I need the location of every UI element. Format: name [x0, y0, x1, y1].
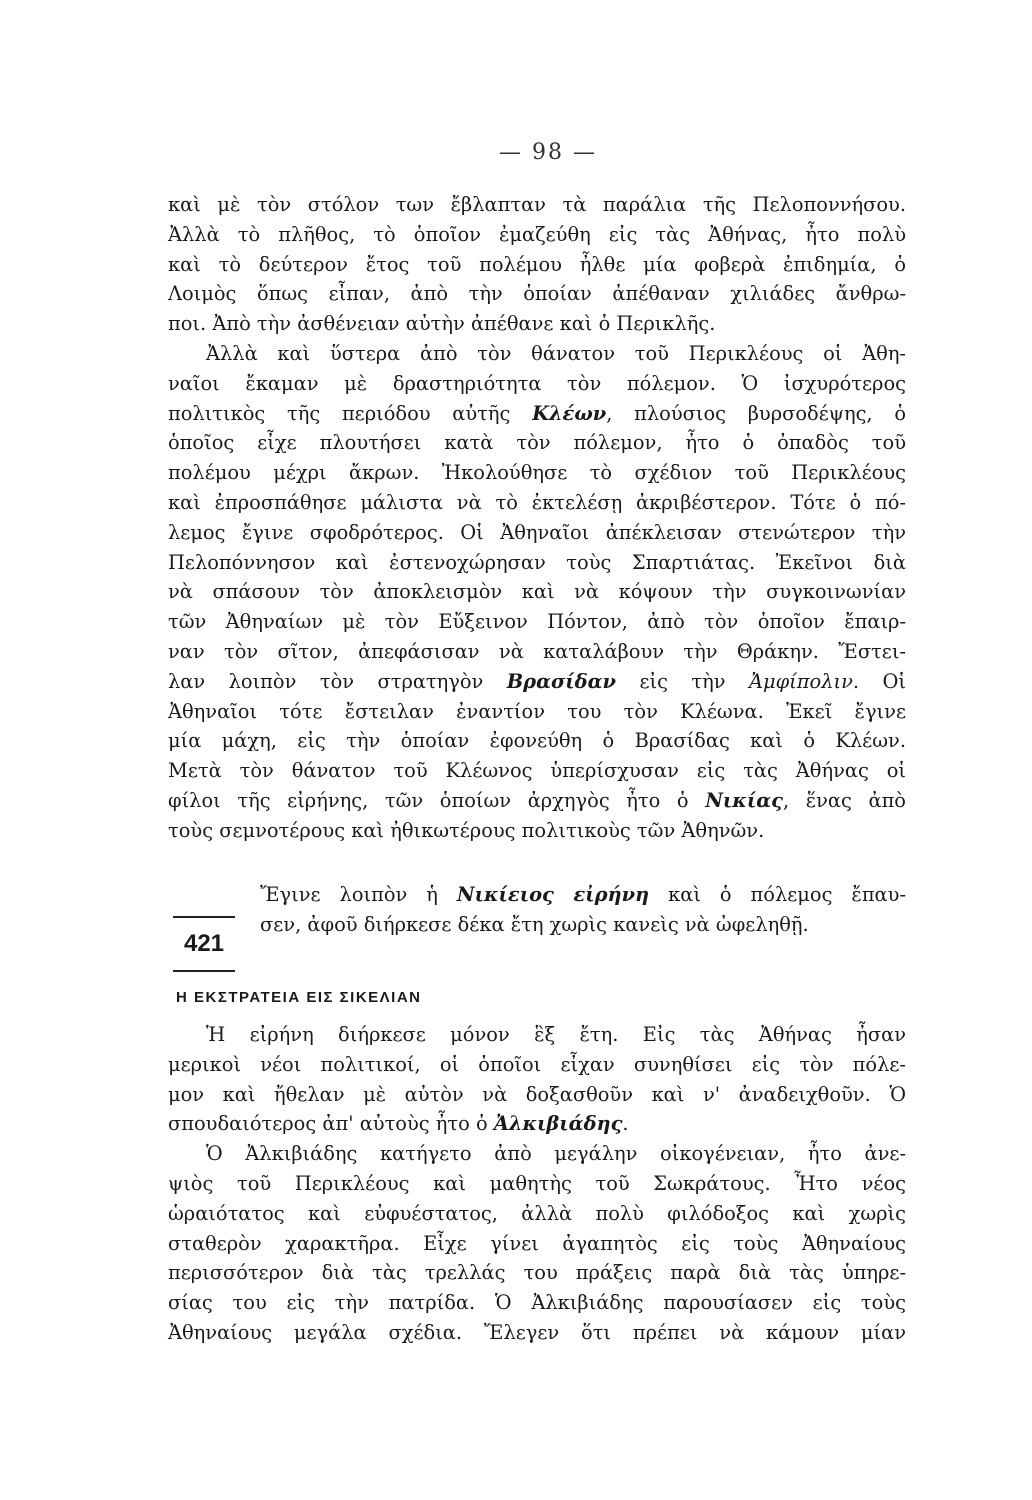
text-segment: Ἔγινε λοιπὸν ἡ	[260, 883, 438, 906]
text-line: σταθερὸν χαρακτῆρα. Εἶχε γίνει ἀγαπητὸς εἰς τοὺς Ἀθηναίους	[168, 1231, 906, 1255]
text-line: νὰ σπάσουν τὸν ἀποκλεισμὸν καὶ νὰ κόψουν τὴν συγκοινωνίαν	[168, 580, 906, 604]
text-segment: πολιτικὸς τῆς περιόδου αὐτῆς	[168, 401, 511, 425]
marginal-year-box: 421	[173, 916, 235, 972]
text-segment: εἰς τὴν	[639, 669, 726, 693]
text-line	[168, 1109, 906, 1139]
text-segment: .	[622, 1112, 629, 1136]
text-line: Μετὰ τὸν θάνατον τοῦ Κλέωνος ὑπερίσχυσαν εἰς τὰς Ἀθήνας οἱ	[168, 759, 906, 783]
text-line: Ἀλλὰ καὶ ὕστερα ἀπὸ τὸν θάνατον τοῦ Περικλέους οἱ Ἀθη-	[206, 341, 906, 365]
text-line: ναν τὸν σῖτον, ἀπεφάσισαν νὰ καταλάβουν τὴν Θράκην. Ἔστει-	[168, 639, 906, 663]
emphasis-kleon: Κλέων	[532, 401, 607, 425]
page-number: — 98 —	[499, 140, 597, 165]
text-segment: . Οἱ	[852, 669, 906, 693]
text-block-alcibiades	[168, 1020, 906, 1348]
text-line: πολέμου μέχρι ἄκρων. Ἠκολούθησε τὸ σχέδιον τοῦ Περικλέους	[168, 461, 906, 485]
text-line: ναῖοι ἔκαμαν μὲ δραστηριότητα τὸν πόλεμον. Ὁ ἰσχυρότερος	[168, 371, 906, 395]
text-line: καὶ τὸ δεύτερον ἔτος τοῦ πολέμου ἦλθε μία φοβερὰ ἐπιδημία, ὁ	[168, 252, 906, 276]
text-line	[168, 399, 906, 429]
text-line: Ἀθηναῖοι τότε ἔστειλαν ἐναντίον του τὸν Κλέωνα. Ἐκεῖ ἔγινε	[168, 699, 906, 723]
text-line: Πελοπόννησον καὶ ἐστενοχώρησαν τοὺς Σπαρτιάτας. Ἐκεῖνοι διὰ	[168, 550, 906, 574]
text-line: Ἀλλὰ τὸ πλῆθος, τὸ ὁποῖον ἐμαζεύθη εἰς τὰς Ἀθήνας, ἦτο πολὺ	[168, 222, 906, 246]
text-line: Ἀθηναίους μεγάλα σχέδια. Ἔλεγεν ὅτι πρέπει νὰ κάμουν μίαν	[168, 1320, 906, 1344]
emphasis-nikias: Νικίας	[705, 788, 783, 812]
text-line: ψιὸς τοῦ Περικλέους καὶ μαθητὴς τοῦ Σωκράτους. Ἦτο νέος	[168, 1171, 906, 1195]
text-line: ὁποῖος εἶχε πλουτήσει κατὰ τὸν πόλεμον, ἦτο ὁ ὀπαδὸς τοῦ	[168, 431, 906, 455]
text-line: καὶ μὲ τὸν στόλον των ἔβλαπταν τὰ παράλια τῆς Πελοποννήσου.	[168, 193, 906, 216]
text-line: τῶν Ἀθηναίων μὲ τὸν Εὔξεινον Πόντον, ἀπὸ τὸν ὁποῖον ἔπαιρ-	[168, 610, 906, 634]
text-line	[168, 786, 906, 816]
text-segment: σπουδαιότερος ἀπ' αὐτοὺς ἦτο ὁ	[168, 1112, 488, 1136]
text-line: περισσότερον διὰ τὰς τρελλάς του πράξεις παρὰ διὰ τὰς ὑπηρε-	[168, 1261, 906, 1285]
emphasis-brasidas: Βρασίδαν	[506, 669, 616, 693]
text-line: Ἡ εἰρήνη διήρκεσε μόνον ἓξ ἔτη. Εἰς τὰς Ἀθήνας ἦσαν	[206, 1023, 906, 1046]
text-line: Ὁ Ἀλκιβιάδης κατήγετο ἀπὸ μεγάλην οἰκογένειαν, ἦτο ἀνε-	[206, 1142, 906, 1166]
text-block-peace-of-nicias	[260, 880, 906, 940]
section-heading: Η ΕΚΣΤΡΑΤΕΙΑ ΕΙΣ ΣΙΚΕΛΙΑΝ	[176, 989, 422, 1006]
text-line	[168, 667, 906, 697]
text-line: τοὺς σεμνοτέρους καὶ ἠθικωτέρους πολιτικοὺς τῶν Ἀθηνῶν.	[168, 818, 765, 842]
text-line: μερικοὶ νέοι πολιτικοί, οἱ ὁποῖοι εἶχαν συνηθίσει εἰς τὸν πόλε-	[168, 1052, 906, 1076]
text-line: λεμος ἔγινε σφοδρότερος. Οἱ Ἀθηναῖοι ἀπέκλεισαν στενώτερον τὴν	[168, 520, 906, 544]
text-segment: , ἕνας ἀπὸ	[782, 788, 906, 812]
emphasis-alcibiades: Ἀλκιβιάδης	[493, 1112, 623, 1136]
text-line: μον καὶ ἤθελαν μὲ αὐτὸν νὰ δοξασθοῦν καὶ ν' ἀναδειχθοῦν. Ὁ	[168, 1082, 906, 1106]
emphasis-amphipolis: Ἀμφίπολιν	[748, 669, 853, 693]
text-segment: λαν λοιπὸν τὸν στρατηγὸν	[168, 669, 484, 693]
text-segment: καὶ ὁ πόλεμος ἔπαυ-	[668, 883, 906, 906]
text-segment: φίλοι τῆς εἰρήνης, τῶν ὁποίων ἀρχηγὸς ἦτο ὁ	[168, 788, 689, 812]
text-line	[260, 880, 906, 910]
emphasis-peace-of-nicias: Νικίειος εἰρήνη	[456, 883, 650, 906]
text-line: καὶ ἐπροσπάθησε μάλιστα νὰ τὸ ἐκτελέσῃ ἀκριβέστερον. Τότε ὁ πό-	[168, 490, 906, 514]
text-line: μία μάχη, εἰς τὴν ὁποίαν ἐφονεύθη ὁ Βρασίδας καὶ ὁ Κλέων.	[168, 729, 906, 753]
text-line: Λοιμὸς ὅπως εἶπαν, ἀπὸ τὴν ὁποίαν ἀπέθαναν χιλιάδες ἄνθρω-	[168, 282, 906, 306]
text-block-pericles-cleon	[168, 190, 906, 846]
text-line: ὡραιότατος καὶ εὐφυέστατος, ἀλλὰ πολὺ φιλόδοξος καὶ χωρὶς	[168, 1201, 906, 1225]
text-line: σεν, ἀφοῦ διήρκεσε δέκα ἔτη χωρὶς κανεὶς νὰ ὠφεληθῇ.	[260, 912, 809, 936]
text-line: ποι. Ἀπὸ τὴν ἀσθένειαν αὐτὴν ἀπέθανε καὶ ὁ Περικλῆς.	[168, 312, 716, 336]
text-segment: , πλούσιος βυρσοδέψης, ὁ	[606, 401, 906, 425]
text-line: σίας του εἰς τὴν πατρίδα. Ὁ Ἀλκιβιάδης παρουσίασεν εἰς τοὺς	[168, 1291, 906, 1315]
